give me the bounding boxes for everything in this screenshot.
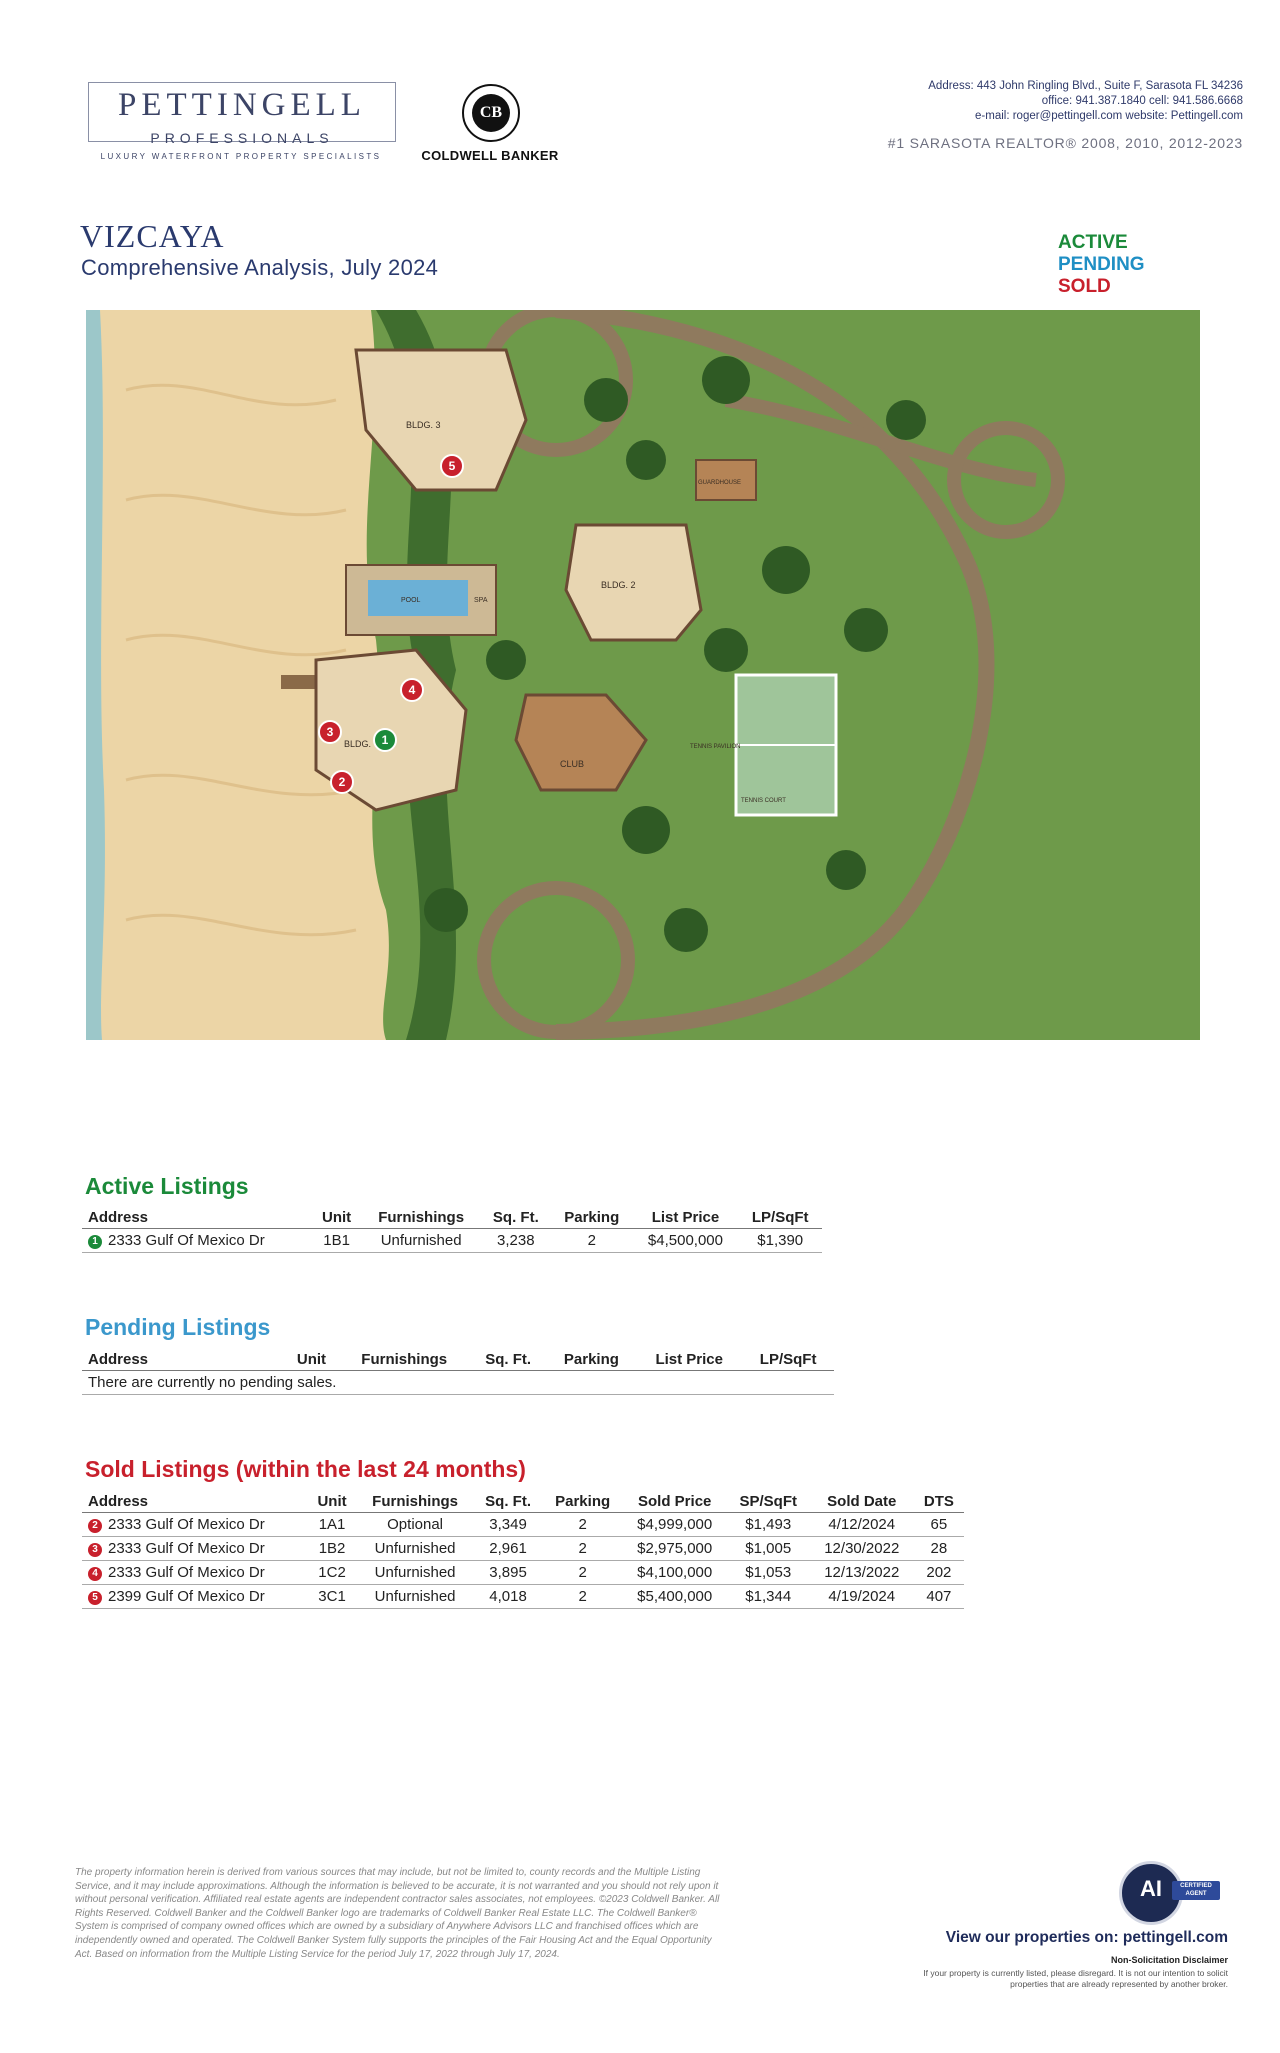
table-header-row	[82, 1490, 964, 1513]
cell-price: $4,100,000	[623, 1561, 727, 1585]
legend-sold: SOLD	[1058, 276, 1111, 297]
cell-unit: 1A1	[307, 1513, 356, 1537]
col-sqft: Sq. Ft.	[470, 1348, 547, 1371]
col-furnishings: Furnishings	[339, 1348, 470, 1371]
col-address: Address	[82, 1490, 307, 1513]
coldwell-banker-name: COLDWELL BANKER	[421, 148, 559, 163]
pending-listings-title: Pending Listings	[85, 1314, 271, 1340]
coldwell-banker-seal	[462, 84, 520, 142]
cell-parking: 2	[551, 1229, 633, 1253]
cell-address	[82, 1585, 307, 1609]
table-row	[82, 1585, 964, 1609]
svg-text:4: 4	[408, 683, 416, 697]
cell-ppsf: $1,390	[738, 1229, 822, 1253]
address-text: 2333 Gulf Of Mexico Dr	[108, 1540, 265, 1557]
col-address: Address	[82, 1348, 284, 1371]
cell-dts: 202	[914, 1561, 964, 1585]
cell-sqft: 3,238	[481, 1229, 551, 1253]
map-label-bldg2: BLDG. 2	[601, 580, 636, 590]
col-unit: Unit	[307, 1490, 356, 1513]
col-sold-price: Sold Price	[623, 1490, 727, 1513]
col-list-price: List Price	[633, 1206, 739, 1229]
certified-agent-ribbon: CERTIFIED AGENT	[1172, 1881, 1220, 1900]
cell-furnishings: Unfurnished	[362, 1229, 481, 1253]
cell-sqft: 3,349	[474, 1513, 543, 1537]
table-header-row	[82, 1206, 822, 1229]
legend-pending: PENDING	[1058, 254, 1145, 275]
map-label-tennis-pavilion: TENNIS PAVILION	[690, 744, 741, 750]
contact-phones: office: 941.387.1840 cell: 941.586.6668	[1041, 95, 1243, 107]
col-sp-sqft: SP/SqFt	[727, 1490, 810, 1513]
cell-price: $5,400,000	[623, 1585, 727, 1609]
map-label-bldg1: BLDG.	[344, 739, 372, 749]
cell-ppsf: $1,005	[727, 1537, 810, 1561]
col-parking: Parking	[551, 1206, 633, 1229]
map-label-pool: POOL	[401, 597, 421, 604]
table-row	[82, 1561, 964, 1585]
pending-empty-text: There are currently no pending sales.	[82, 1371, 834, 1395]
cell-furnishings: Unfurnished	[357, 1585, 474, 1609]
active-bullet-1: 1	[88, 1235, 102, 1249]
pending-listings-table	[82, 1348, 834, 1395]
address-text: 2399 Gulf Of Mexico Dr	[108, 1588, 265, 1605]
cell-ppsf: $1,053	[727, 1561, 810, 1585]
non-solicitation-text: If your property is currently listed, please disregard. It is not our intention to solicit properties that are already represented by another broker.	[923, 1968, 1228, 1989]
ai-badge-text: AI	[1140, 1876, 1162, 1901]
cell-address	[82, 1513, 307, 1537]
address-text: 2333 Gulf Of Mexico Dr	[108, 1232, 265, 1249]
svg-text:5: 5	[448, 459, 456, 473]
cell-price: $4,500,000	[633, 1229, 739, 1253]
map-marker-2[interactable]	[331, 771, 353, 793]
contact-info	[928, 79, 1243, 124]
map-marker-4[interactable]	[401, 679, 423, 701]
col-lp-sqft: LP/SqFt	[738, 1206, 822, 1229]
cell-price: $2,975,000	[623, 1537, 727, 1561]
col-parking: Parking	[547, 1348, 636, 1371]
col-furnishings: Furnishings	[362, 1206, 481, 1229]
table-row	[82, 1229, 822, 1253]
table-row	[82, 1537, 964, 1561]
legend-active: ACTIVE	[1058, 232, 1128, 253]
cell-furnishings: Optional	[357, 1513, 474, 1537]
table-row	[82, 1513, 964, 1537]
map-label-club: CLUB	[560, 759, 585, 769]
active-listings-table	[82, 1206, 822, 1253]
cell-date: 12/13/2022	[810, 1561, 914, 1585]
sold-listings-table	[82, 1490, 964, 1609]
address-text: 2333 Gulf Of Mexico Dr	[108, 1516, 265, 1533]
cb-monogram: CB	[472, 94, 510, 132]
cell-dts: 407	[914, 1585, 964, 1609]
sold-listings-title: Sold Listings (within the last 24 months)	[85, 1456, 526, 1482]
cell-furnishings: Unfurnished	[357, 1561, 474, 1585]
address-text: 2333 Gulf Of Mexico Dr	[108, 1564, 265, 1581]
cell-sqft: 2,961	[474, 1537, 543, 1561]
cell-date: 12/30/2022	[810, 1537, 914, 1561]
cell-dts: 65	[914, 1513, 964, 1537]
col-address: Address	[82, 1206, 312, 1229]
cell-unit: 1B1	[312, 1229, 362, 1253]
sold-bullet: 3	[88, 1543, 102, 1557]
cell-ppsf: $1,493	[727, 1513, 810, 1537]
col-dts: DTS	[914, 1490, 964, 1513]
realtor-award-line: #1 SARASOTA REALTOR® 2008, 2010, 2012-2023	[887, 135, 1243, 151]
legal-disclaimer: The property information herein is derived from various sources that may include, but not be limited to, county records and the Multiple Listing Service, and it may include approximations. Although the information is believed to be accurate, it is not warranted and you should not rely upon it without personal verification. Affiliated real estate agents are independent contractor sales associates, not employees. ©2023 Coldwell Banker. All Rights Reserved. Coldwell Banker and the Coldwell Banker logo are trademarks of Coldwell Banker Real Estate LLC. The Coldwell Banker® System is comprised of company owned offices which are owned by a subsidiary of Anywhere Advisors LLC and franchised offices which are independently owned and operated. The Coldwell Banker System fully supports the principles of the Fair Housing Act and the Equal Opportunity Act. Based on information from the Multiple Listing Service for the period July 17, 2022 through July 17, 2024.	[75, 1867, 720, 1960]
map-label-bldg3: BLDG. 3	[406, 420, 441, 430]
col-sqft: Sq. Ft.	[481, 1206, 551, 1229]
cell-furnishings: Unfurnished	[357, 1537, 474, 1561]
logo-main-text: PETTINGELL	[118, 87, 366, 123]
map-marker-5[interactable]	[441, 455, 463, 477]
svg-text:2: 2	[338, 775, 346, 789]
page-subtitle: Comprehensive Analysis, July 2024	[81, 255, 439, 280]
logo-sub-text: PROFESSIONALS	[150, 130, 334, 146]
sold-bullet: 5	[88, 1591, 102, 1605]
cell-unit: 3C1	[307, 1585, 356, 1609]
cell-dts: 28	[914, 1537, 964, 1561]
cell-parking: 2	[543, 1561, 623, 1585]
cell-parking: 2	[543, 1537, 623, 1561]
contact-email-website: e-mail: roger@pettingell.com website: Pettingell.com	[975, 110, 1243, 122]
active-listings-title: Active Listings	[85, 1173, 249, 1199]
map-marker-3[interactable]	[319, 721, 341, 743]
cell-unit: 1C2	[307, 1561, 356, 1585]
pettingell-logo	[88, 82, 396, 146]
cell-price: $4,999,000	[623, 1513, 727, 1537]
sold-bullet: 4	[88, 1567, 102, 1581]
col-furnishings: Furnishings	[357, 1490, 474, 1513]
cell-address	[82, 1561, 307, 1585]
cell-ppsf: $1,344	[727, 1585, 810, 1609]
cell-unit: 1B2	[307, 1537, 356, 1561]
col-list-price: List Price	[636, 1348, 742, 1371]
page-title: VIZCAYA	[80, 218, 225, 254]
col-unit: Unit	[284, 1348, 339, 1371]
view-properties-link[interactable]: View our properties on: pettingell.com	[945, 1929, 1228, 1946]
map-label-spa: SPA	[474, 597, 488, 604]
logo-tagline: LUXURY WATERFRONT PROPERTY SPECIALISTS	[100, 152, 382, 161]
sold-bullet: 2	[88, 1519, 102, 1533]
cell-parking: 2	[543, 1585, 623, 1609]
cell-sqft: 4,018	[474, 1585, 543, 1609]
cell-date: 4/19/2024	[810, 1585, 914, 1609]
cell-address	[82, 1537, 307, 1561]
non-solicitation-title: Non-Solicitation Disclaimer	[1110, 1955, 1228, 1965]
map-label-guardhouse: GUARDHOUSE	[698, 480, 742, 486]
cell-date: 4/12/2024	[810, 1513, 914, 1537]
col-unit: Unit	[312, 1206, 362, 1229]
col-sqft: Sq. Ft.	[474, 1490, 543, 1513]
contact-address: Address: 443 John Ringling Blvd., Suite F, Sarasota FL 34236	[928, 80, 1243, 92]
col-sold-date: Sold Date	[810, 1490, 914, 1513]
map-marker-1[interactable]	[374, 729, 396, 751]
col-parking: Parking	[543, 1490, 623, 1513]
col-lp-sqft: LP/SqFt	[742, 1348, 834, 1371]
table-row	[82, 1371, 834, 1395]
svg-text:3: 3	[326, 725, 334, 739]
svg-text:1: 1	[381, 733, 389, 747]
cell-sqft: 3,895	[474, 1561, 543, 1585]
map-label-tennis-court: TENNIS COURT	[741, 798, 786, 804]
table-header-row	[82, 1348, 834, 1371]
cell-address	[82, 1229, 312, 1253]
site-plan-map	[86, 310, 1200, 1040]
cell-parking: 2	[543, 1513, 623, 1537]
